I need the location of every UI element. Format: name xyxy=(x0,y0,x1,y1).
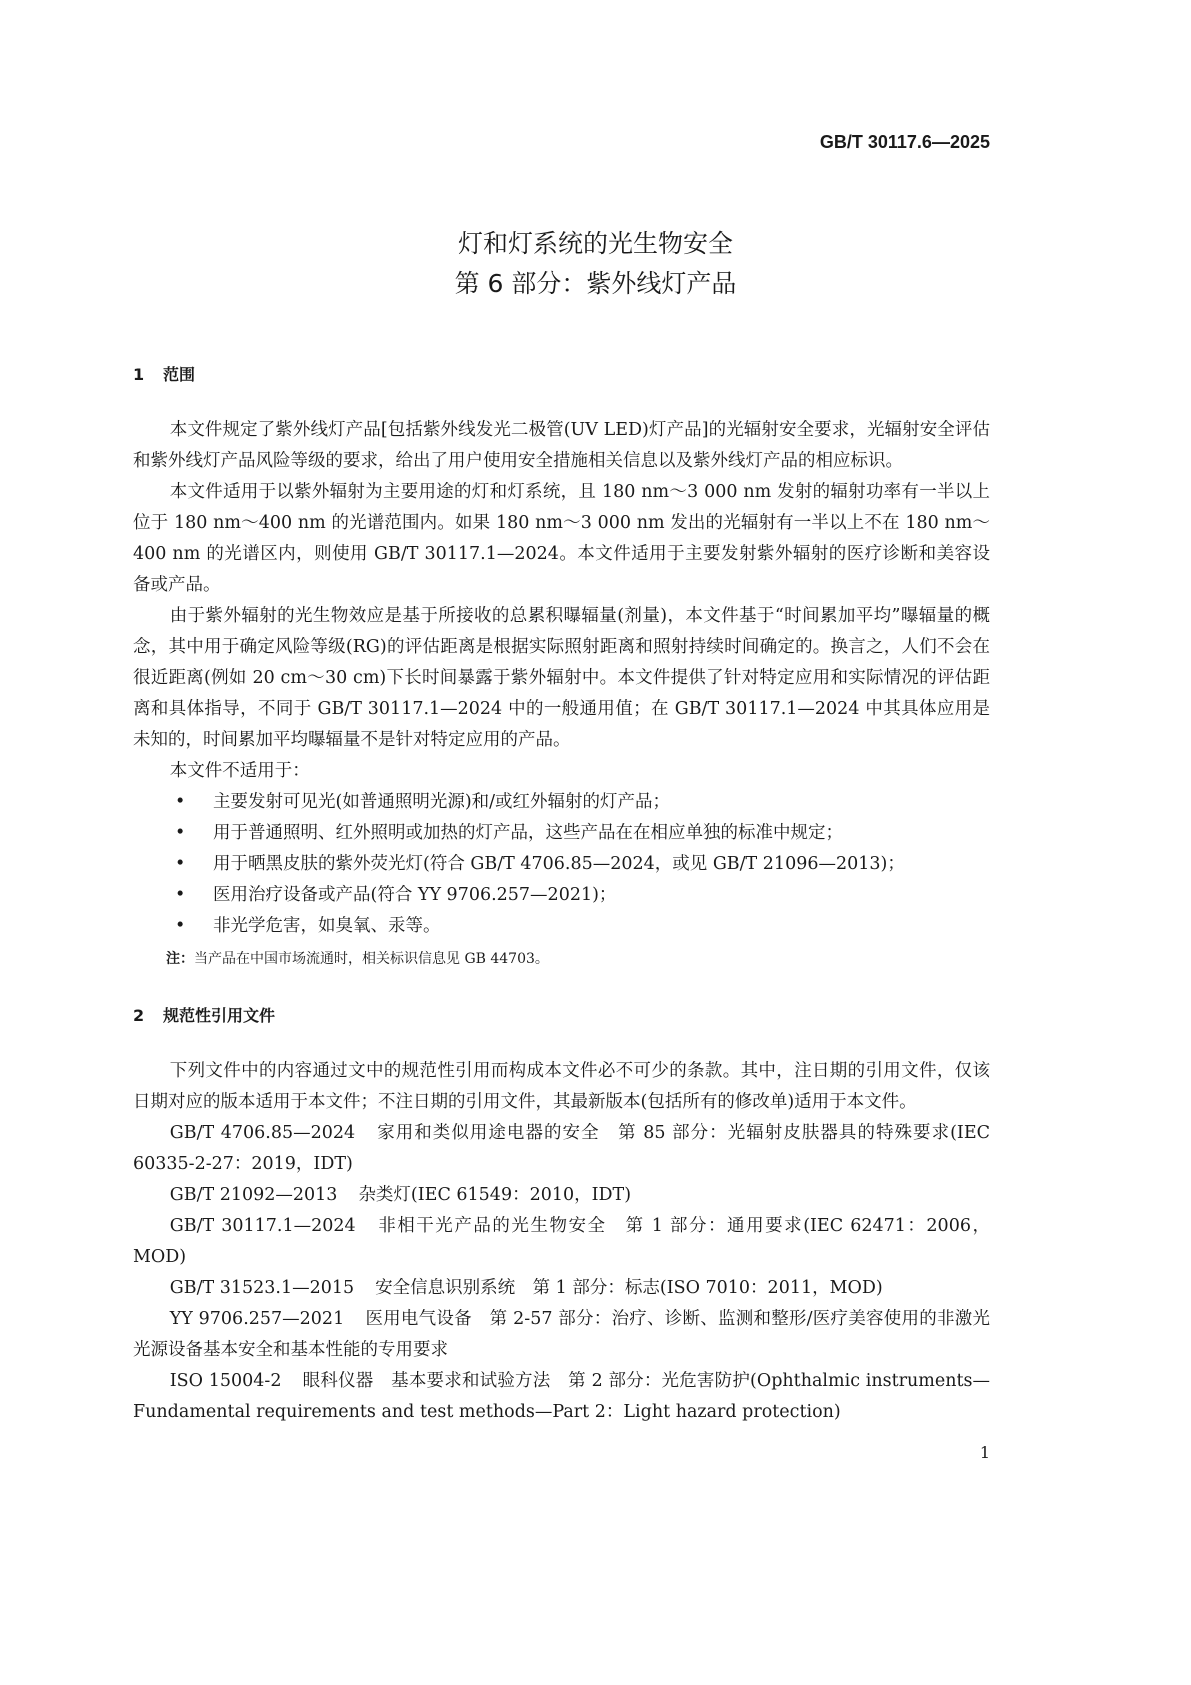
reference-code: GB/T 21092—2013 xyxy=(169,1185,338,1205)
bullet-icon: • xyxy=(175,823,186,843)
list-item-text: 用于普通照明、红外照明或加热的灯产品，这些产品在在相应单独的标准中规定； xyxy=(213,823,843,843)
bullet-icon: • xyxy=(175,854,186,874)
title-line-1: 灯和灯系统的光生物安全 xyxy=(457,229,733,258)
reference-title: 医用电气设备 第 2-57 部分：治疗、诊断、监测和整形/医疗美容使用的非激光光源设备基本安全和基本性能的专用要求 xyxy=(133,1309,990,1360)
reference-code: ISO 15004-2 xyxy=(169,1371,282,1391)
section-title: 规范性引用文件 xyxy=(163,1006,276,1025)
reference-code: YY 9706.257—2021 xyxy=(169,1309,345,1329)
reference-item xyxy=(133,1180,990,1211)
section-2-heading xyxy=(133,1003,275,1026)
section-number: 1 xyxy=(133,365,145,384)
list-item-text: 用于晒黑皮肤的紫外荧光灯(符合 GB/T 4706.85—2024，或见 GB/T 21096—2013)； xyxy=(213,854,905,874)
title-line-2: 第 6 部分：紫外线灯产品 xyxy=(454,269,737,298)
note xyxy=(166,944,990,975)
reference-item xyxy=(133,1211,990,1273)
reference-code: GB/T 30117.1—2024 xyxy=(169,1216,356,1236)
paragraph: 由于紫外辐射的光生物效应是基于所接收的总累积曝辐量(剂量)，本文件基于“时间累加平均”曝辐量的概念，其中用于确定风险等级(RG)的评估距离是根据实际照射距离和照射持续时间确定的。换言之，人们不会在很近距离(例如 20 cm～30 cm)下长时间暴露于紫外辐射中。本文件提供了针对特定应用和实际情况的评估距离和具体指导，不同于 GB/T 30117.1—2024 中的一般通用值；在 GB/T 30117.1—2024 中其具体应用是未知的，时间累加平均曝辐量不是针对特定应用的产品。 xyxy=(133,606,990,750)
reference-code: GB/T 31523.1—2015 xyxy=(169,1278,355,1298)
paragraph: 本文件不适用于： xyxy=(169,761,310,781)
bullet-icon: • xyxy=(175,916,186,936)
list-item xyxy=(133,880,990,911)
bullet-icon: • xyxy=(175,885,186,905)
reference-item xyxy=(133,1366,990,1428)
reference-title: 非相干光产品的光生物安全 第 1 部分：通用要求(IEC 62471：2006，MOD) xyxy=(133,1216,990,1267)
paragraph: 下列文件中的内容通过文中的规范性引用而构成本文件必不可少的条款。其中，注日期的引用文件，仅该日期对应的版本适用于本文件；不注日期的引用文件，其最新版本(包括所有的修改单)适用于本文件。 xyxy=(133,1061,990,1112)
note-text: 当产品在中国市场流通时，相关标识信息见 GB 44703。 xyxy=(194,951,549,967)
reference-title: 家用和类似用途电器的安全 第 85 部分：光辐射皮肤器具的特殊要求(IEC 60335-2-27：2019，IDT) xyxy=(133,1123,991,1174)
section-number: 2 xyxy=(133,1006,145,1025)
section-1-body xyxy=(133,415,990,975)
list-item xyxy=(133,787,990,818)
list-item-text: 非光学危害，如臭氧、汞等。 xyxy=(213,916,441,936)
reference-title: 安全信息识别系统 第 1 部分：标志(ISO 7010：2011，MOD) xyxy=(375,1278,883,1298)
reference-title: 杂类灯(IEC 61549：2010，IDT) xyxy=(358,1185,632,1205)
list-item xyxy=(133,818,990,849)
list-item xyxy=(133,911,990,942)
section-title: 范围 xyxy=(163,365,196,384)
reference-title: 眼科仪器 基本要求和试验方法 第 2 部分：光危害防护(Ophthalmic instruments—Fundamental requirements and test methods—Part 2：Light hazard protection) xyxy=(133,1371,991,1422)
reference-item xyxy=(133,1118,990,1180)
list-item-text: 主要发射可见光(如普通照明光源)和/或红外辐射的灯产品； xyxy=(213,792,671,812)
list-item-text: 医用治疗设备或产品(符合 YY 9706.257—2021)； xyxy=(213,885,617,905)
reference-item xyxy=(133,1304,990,1366)
standard-number: GB/T 30117.6—2025 xyxy=(819,132,990,152)
reference-code: GB/T 4706.85—2024 xyxy=(169,1123,356,1143)
reference-item xyxy=(133,1273,990,1304)
paragraph: 本文件规定了紫外线灯产品[包括紫外线发光二极管(UV LED)灯产品]的光辐射安全要求，光辐射安全评估和紫外线灯产品风险等级的要求，给出了用户使用安全措施相关信息以及紫外线灯产品的相应标识。 xyxy=(133,420,990,471)
note-label: 注： xyxy=(166,951,194,967)
section-1-heading xyxy=(133,362,195,385)
section-2-body xyxy=(133,1056,990,1428)
list-item xyxy=(133,849,990,880)
page-number: 1 xyxy=(979,1443,990,1462)
paragraph: 本文件适用于以紫外辐射为主要用途的灯和灯系统，且 180 nm～3 000 nm 发射的辐射功率有一半以上位于 180 nm～400 nm 的光谱范围内。如果 180 nm～3 000 nm 发出的光辐射有一半以上不在 180 nm～400 nm 的光谱区内，则使用 GB/T 30117.1—2024。本文件适用于主要发射紫外辐射的医疗诊断和美容设备或产品。 xyxy=(133,482,990,595)
bullet-icon: • xyxy=(175,792,186,812)
document-title xyxy=(0,224,1191,304)
